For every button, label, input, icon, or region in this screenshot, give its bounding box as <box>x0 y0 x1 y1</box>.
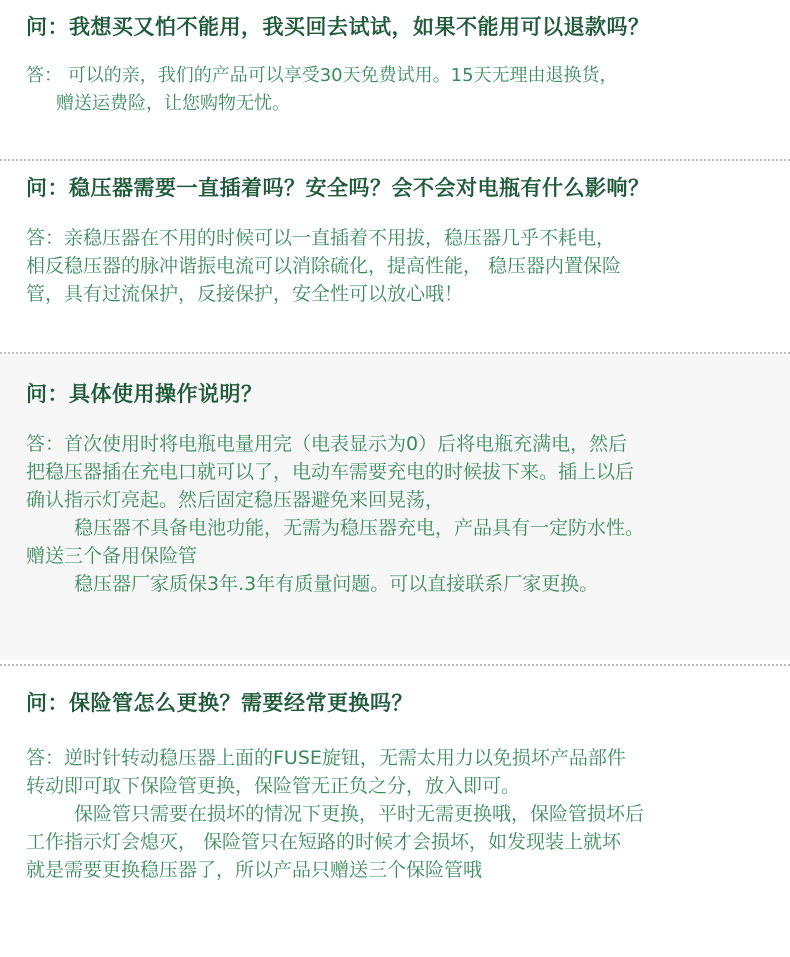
answer-3-line-2: 把稳压器插在充电口就可以了，电动车需要充电的时候拔下来。插上以后 <box>26 461 635 483</box>
section-divider <box>0 159 790 161</box>
section-divider <box>0 352 790 354</box>
answer-2-line-1: 答：亲稳压器在不用的时候可以一直插着不用拔，稳压器几乎不耗电， <box>26 227 616 249</box>
answer-3-line-6: 稳压器厂家质保3年.3年有质量问题。可以直接联系厂家更换。 <box>74 573 599 595</box>
answer-3-line-5: 赠送三个备用保险管 <box>26 545 198 567</box>
answer-2-line-3: 管，具有过流保护，反接保护，安全性可以放心哦！ <box>26 283 464 305</box>
answer-4-line-4: 工作指示灯会熄灭， 保险管只在短路的时候才会损坏，如发现装上就坏 <box>26 831 622 853</box>
answer-1 <box>26 62 776 118</box>
answer-2 <box>26 224 776 308</box>
answer-1-line-1: 答： 可以的亲，我们的产品可以享受30天免费试用。15天无理由退换货， <box>26 65 618 86</box>
answer-2-line-2: 相反稳压器的脉冲谐振电流可以消除硫化，提高性能， 稳压器内置保险 <box>26 255 622 277</box>
answer-4-line-2: 转动即可取下保险管更换，保险管无正负之分，放入即可。 <box>26 775 521 797</box>
answer-4-line-5: 就是需要更换稳压器了，所以产品只赠送三个保险管哦 <box>26 859 483 881</box>
answer-3-line-3: 确认指示灯亮起。然后固定稳压器避免来回晃荡， <box>26 489 445 511</box>
answer-4-line-3: 保险管只需要在损坏的情况下更换，平时无需更换哦，保险管损坏后 <box>74 803 645 825</box>
section-divider <box>0 664 790 666</box>
question-4: 问：保险管怎么更换？需要经常更换吗？ <box>26 691 413 715</box>
answer-1-line-2: 赠送运费险，让您购物无忧。 <box>56 93 290 114</box>
answer-3-line-4: 稳压器不具备电池功能，无需为稳压器充电，产品具有一定防水性。 <box>74 517 645 539</box>
question-2: 问：稳压器需要一直插着吗？安全吗？会不会对电瓶有什么影响？ <box>26 176 650 200</box>
question-3: 问：具体使用操作说明？ <box>26 382 263 406</box>
answer-3 <box>26 430 776 598</box>
question-1: 问：我想买又怕不能用，我买回去试试，如果不能用可以退款吗？ <box>26 15 650 39</box>
answer-4-line-1: 答：逆时针转动稳压器上面的FUSE旋钮，无需太用力以免损坏产品部件 <box>26 747 626 769</box>
answer-4 <box>26 744 776 884</box>
answer-3-line-1: 答：首次使用时将电瓶电量用完（电表显示为0）后将电瓶充满电，然后 <box>26 433 628 455</box>
